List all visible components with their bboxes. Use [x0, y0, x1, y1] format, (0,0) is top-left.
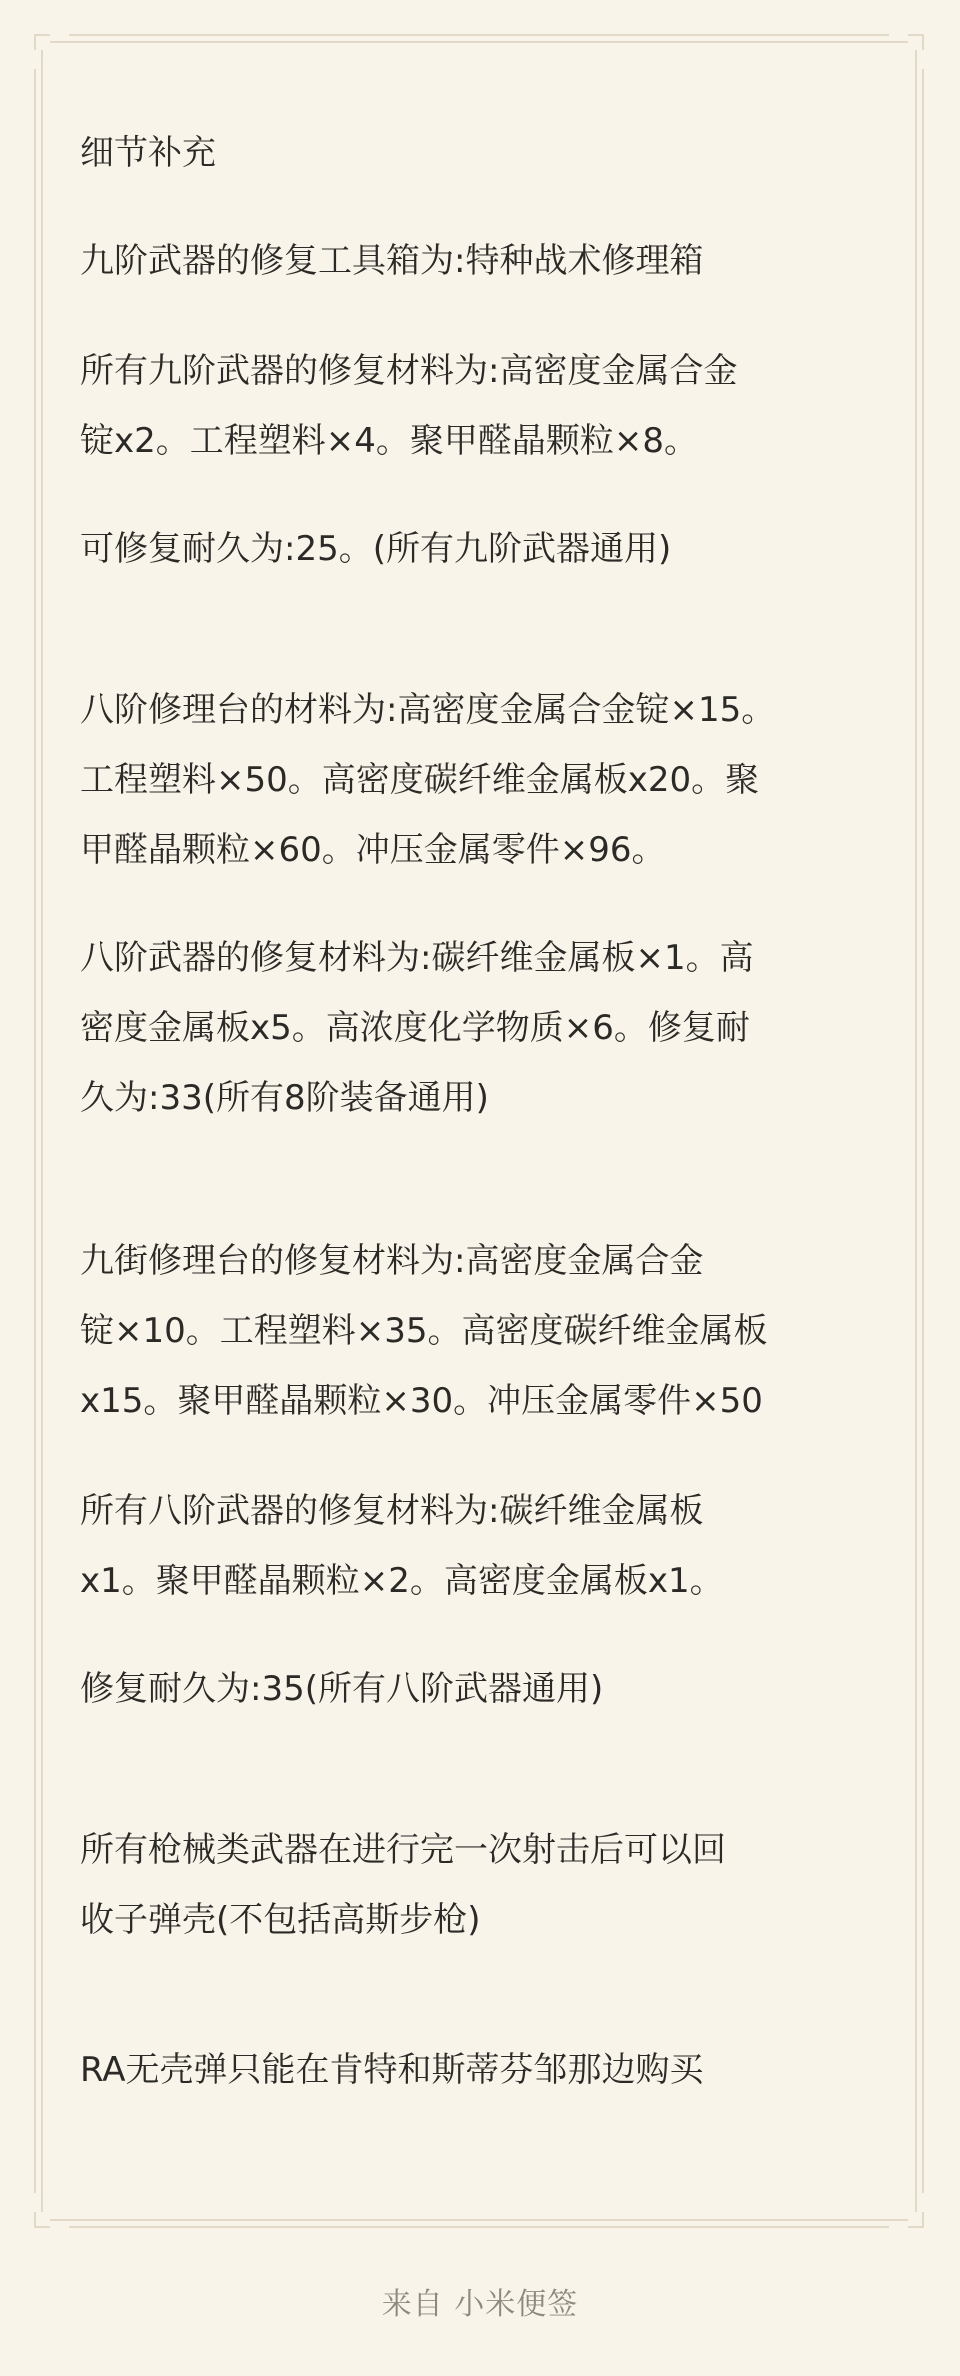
note-line: 所有八阶武器的修复材料为:碳纤维金属板	[80, 1491, 704, 1531]
note-line: RA无壳弹只能在肯特和斯蒂芬邹那边购买	[80, 2050, 704, 2090]
frame-outer-rule	[69, 2226, 889, 2228]
note-line: 所有九阶武器的修复材料为:高密度金属合金	[80, 351, 738, 391]
note-line: 九街修理台的修复材料为:高密度金属合金	[80, 1241, 704, 1281]
note-line: x1。聚甲醛晶颗粒×2。高密度金属板x1。	[80, 1561, 724, 1601]
note-line: 锭×10。工程塑料×35。高密度碳纤维金属板	[80, 1311, 768, 1351]
note-line: 可修复耐久为:25。(所有九阶武器通用)	[80, 529, 672, 569]
note-line: 工程塑料×50。高密度碳纤维金属板x20。聚	[80, 760, 760, 800]
note-line: 八阶武器的修复材料为:碳纤维金属板×1。高	[80, 938, 754, 978]
frame-corner-ornament	[908, 34, 924, 50]
note-line: 收子弹壳(不包括高斯步枪)	[80, 1900, 481, 1940]
note-line: 密度金属板x5。高浓度化学物质×6。修复耐	[80, 1008, 750, 1048]
note-line: 修复耐久为:35(所有八阶武器通用)	[80, 1669, 604, 1709]
note-line: 所有枪械类武器在进行完一次射击后可以回	[80, 1830, 726, 1870]
frame-corner-ornament	[908, 2212, 924, 2228]
note-line: 九阶武器的修复工具箱为:特种战术修理箱	[80, 241, 704, 281]
note-line: 甲醛晶颗粒×60。冲压金属零件×96。	[80, 830, 666, 870]
note-heading: 细节补充	[80, 133, 216, 173]
frame-outer-rule	[69, 34, 889, 36]
frame-outer-rule	[922, 69, 924, 2193]
frame-corner-ornament	[34, 2212, 50, 2228]
frame-corner-ornament	[34, 34, 50, 50]
note-line: 锭x2。工程塑料×4。聚甲醛晶颗粒×8。	[80, 421, 698, 461]
source-footer: 来自 小米便签	[381, 2287, 579, 2322]
frame-outer-rule	[34, 69, 36, 2193]
note-line: 久为:33(所有8阶装备通用)	[80, 1078, 489, 1118]
note-line: 八阶修理台的材料为:高密度金属合金锭×15。	[80, 690, 776, 730]
note-line: x15。聚甲醛晶颗粒×30。冲压金属零件×50	[80, 1381, 763, 1421]
